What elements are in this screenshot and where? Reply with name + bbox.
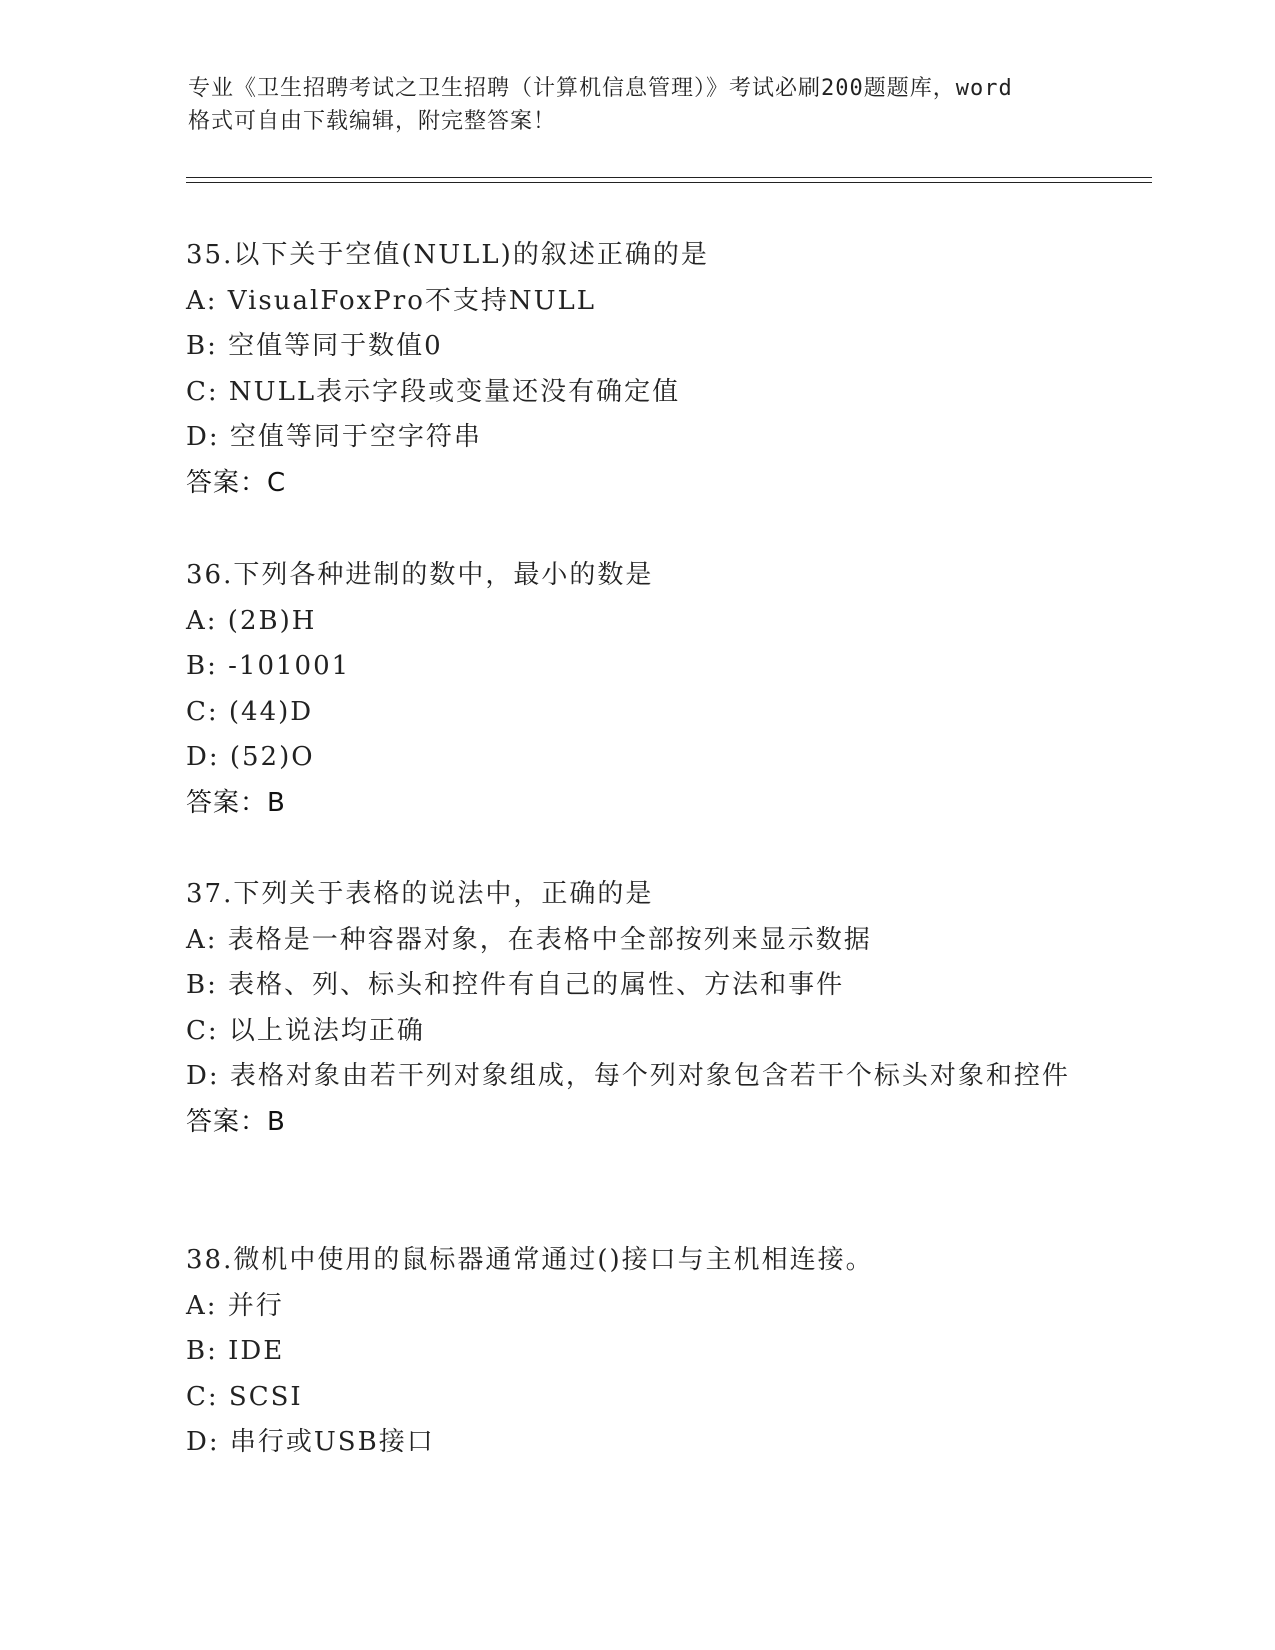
option-c: C: (44)D: [186, 696, 314, 727]
question-36: [186, 553, 1086, 826]
question-stem: 38.微机中使用的鼠标器通常通过()接口与主机相连接。: [186, 1245, 874, 1275]
answer-label: 答案：B: [186, 1106, 286, 1137]
option-a: A: (2B)H: [186, 605, 317, 636]
option-b: B: -101001: [186, 651, 351, 681]
option-b: B: 表格、列、标头和控件有自己的属性、方法和事件: [186, 970, 845, 1000]
option-c: C: 以上说法均正确: [186, 1015, 425, 1046]
option-d: D: 串行或USB接口: [186, 1427, 435, 1457]
option-c: C: NULL表示字段或变量还没有确定值: [186, 376, 681, 407]
question-stem: 35.以下关于空值(NULL)的叙述正确的是: [186, 240, 709, 270]
option-b: B: 空值等同于数值0: [186, 331, 443, 361]
question-38: [186, 1238, 1086, 1466]
header-line-1: 专业《卫生招聘考试之卫生招聘（计算机信息管理）》考试必刷200题题库，word: [188, 76, 1013, 101]
option-c: C: SCSI: [186, 1381, 303, 1412]
document-header: [188, 72, 1088, 138]
question-stem: 36.下列各种进制的数中，最小的数是: [186, 560, 654, 590]
option-a: A: VisualFoxPro不支持NULL: [186, 285, 597, 316]
option-d: D: 表格对象由若干列对象组成，每个列对象包含若干个标头对象和控件: [186, 1061, 1070, 1091]
option-d: D: (52)O: [186, 742, 315, 772]
question-37: [186, 872, 1086, 1145]
answer-label: 答案：C: [186, 467, 287, 498]
header-line-2: 格式可自由下载编辑，附完整答案！: [188, 109, 557, 134]
question-stem: 37.下列关于表格的说法中，正确的是: [186, 879, 654, 909]
header-divider-top: [186, 177, 1152, 178]
option-b: B: IDE: [186, 1336, 285, 1366]
option-a: A: 表格是一种容器对象，在表格中全部按列来显示数据: [186, 924, 872, 955]
option-d: D: 空值等同于空字符串: [186, 422, 482, 452]
header-divider-bottom: [186, 182, 1152, 183]
option-a: A: 并行: [186, 1290, 284, 1321]
answer-label: 答案：B: [186, 787, 286, 818]
question-35: [186, 233, 1086, 506]
